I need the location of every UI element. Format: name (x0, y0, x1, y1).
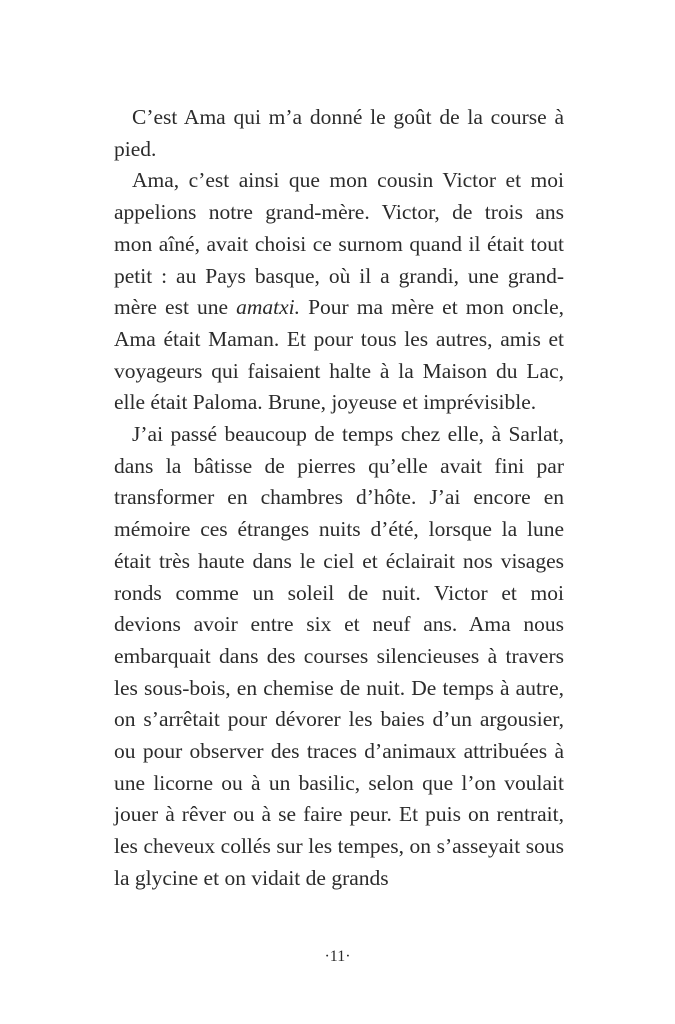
paragraph-2-text-before: Ama, c’est ainsi que mon cousin Victor et moi appelions notre grand-mère. Victor, de trois ans mon aîné, avait choisi ce surnom quand il était tout petit : au Pays basque, où il a grandi, une grand-mère est une (114, 168, 564, 320)
body-text (114, 102, 564, 895)
paragraph-2-italic-word: amatxi. (236, 295, 301, 320)
paragraph-2-text-after: Pour ma mère et mon oncle, Ama était Maman. Et pour tous les autres, amis et voyageurs qui faisaient halte à la Maison du Lac, elle était Paloma. Brune, joyeuse et imprévisible. (114, 295, 564, 415)
page-number: ·11· (324, 948, 351, 965)
paragraph-2 (114, 165, 564, 419)
paragraph-3-text: J’ai passé beaucoup de temps chez elle, à Sarlat, dans la bâtisse de pierres qu’elle avait fini par transformer en chambres d’hôte. J’ai encore en mémoire ces étranges nuits d’été, lorsque la lune était très haute dans le ciel et éclairait nos visages ronds comme un soleil de nuit. Victor et moi devions avoir entre six et neuf ans. Ama nous embarquait dans des courses silencieuses à travers les sous-bois, en chemise de nuit. De temps à autre, on s’arrêtait pour dévorer les baies d’un argousier, ou pour observer des traces d’animaux attribuées à une licorne ou à un basilic, selon que l’on voulait jouer à rêver ou à se faire peur. Et puis on rentrait, les cheveux collés sur les tempes, on s’asseyait sous la glycine et on vidait de grands (114, 422, 564, 890)
paragraph-1-text: C’est Ama qui m’a donné le goût de la course à pied. (114, 105, 564, 161)
paragraph-1 (114, 102, 564, 165)
paragraph-3 (114, 419, 564, 895)
